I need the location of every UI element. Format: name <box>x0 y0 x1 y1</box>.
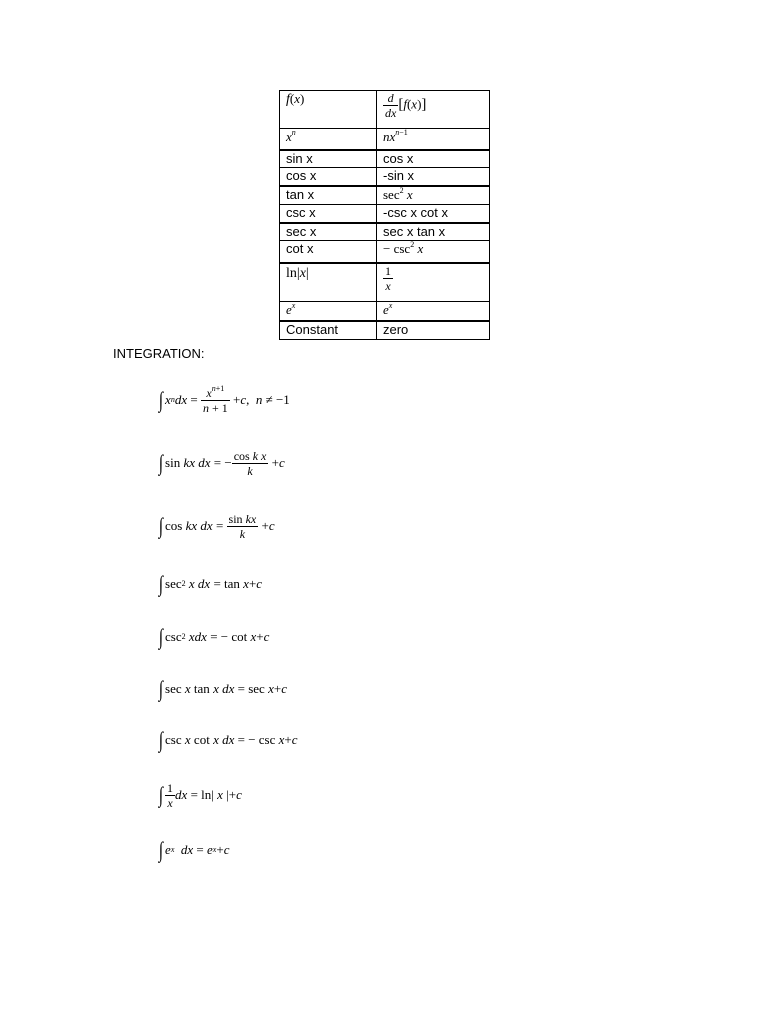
table-row <box>280 129 490 150</box>
integral-formula-cos: ∫ cos kx dx = $\frac{\text{sin kx}}{k}$ + c <box>158 511 275 541</box>
header-derivative: $\frac{d}{dx}$ [f(x)] <box>377 91 490 129</box>
cell-d: − $\csc^2 x$ <box>377 241 490 263</box>
cell-f: cot x <box>280 241 377 263</box>
integral-formula-sec2: ∫ sec 2 x dx = tan x + c <box>158 571 263 596</box>
table-row <box>280 223 490 241</box>
integral-sign-icon: ∫ <box>158 676 164 701</box>
cell-f: ln|x| <box>280 263 377 302</box>
integral-formula-sec-tan: ∫ sec x tan x dx = sec x + c <box>158 676 287 701</box>
derivative-table <box>279 90 490 340</box>
cell-f: $e^x$ <box>280 302 377 321</box>
integral-sign-icon: ∫ <box>158 571 164 596</box>
cell-f: tan x <box>280 186 377 205</box>
integral-sign-icon: ∫ <box>158 450 164 475</box>
integral-sign-icon: ∫ <box>158 837 164 862</box>
integral-sign-icon: ∫ <box>158 782 164 807</box>
cell-d: -csc x cot x <box>377 205 490 223</box>
cell-f: $x^n$ <box>280 129 377 150</box>
cell-f: csc x <box>280 205 377 223</box>
integral-formula-sin: ∫ sin kx dx = − $\frac{\text{cos k x}}{k}$ + c <box>158 448 285 478</box>
table-row <box>280 186 490 205</box>
cell-f: Constant <box>280 321 377 340</box>
table-row <box>280 150 490 168</box>
header-fx: f(x) <box>280 91 377 129</box>
cell-d: sec x tan x <box>377 223 490 241</box>
cell-d: zero <box>377 321 490 340</box>
cell-d: cos x <box>377 150 490 168</box>
integral-sign-icon: ∫ <box>158 513 164 538</box>
integral-formula-exp: ∫ e x dx = e x + c <box>158 837 230 862</box>
integral-formula-reciprocal: ∫ $\frac{1}{x}$ dx = ln| x |+ c <box>158 780 242 810</box>
d-dx-fraction: $\frac{d}{dx}$ <box>385 91 397 120</box>
integral-sign-icon: ∫ <box>158 727 164 752</box>
integration-heading: INTEGRATION: <box>113 346 205 361</box>
table-row <box>280 205 490 223</box>
cell-d: $e^x$ <box>377 302 490 321</box>
cell-d: $nx^{n-1}$ <box>377 129 490 150</box>
table-row <box>280 241 490 263</box>
cell-d: $\sec^2 x$ <box>377 186 490 205</box>
cell-d: -sin x <box>377 168 490 186</box>
integral-sign-icon: ∫ <box>158 624 164 649</box>
cell-d: $\frac{1}{x}$ <box>377 263 490 302</box>
table-row <box>280 263 490 302</box>
table-row <box>280 302 490 321</box>
integral-formula-csc2: ∫ csc 2 xdx = − cot x + c <box>158 624 270 649</box>
cell-f: sin x <box>280 150 377 168</box>
table-row <box>280 321 490 340</box>
integral-sign-icon: ∫ <box>158 387 164 412</box>
cell-f: cos x <box>280 168 377 186</box>
table-header-row <box>280 91 490 129</box>
integral-formula-power: ∫ x n dx = $\frac{x^{n+1}}{n + 1}$ + c , n ≠ −1 <box>158 383 290 415</box>
integral-formula-csc-cot: ∫ csc x cot x dx = − csc x + c <box>158 727 298 752</box>
cell-f: sec x <box>280 223 377 241</box>
table-row <box>280 168 490 186</box>
